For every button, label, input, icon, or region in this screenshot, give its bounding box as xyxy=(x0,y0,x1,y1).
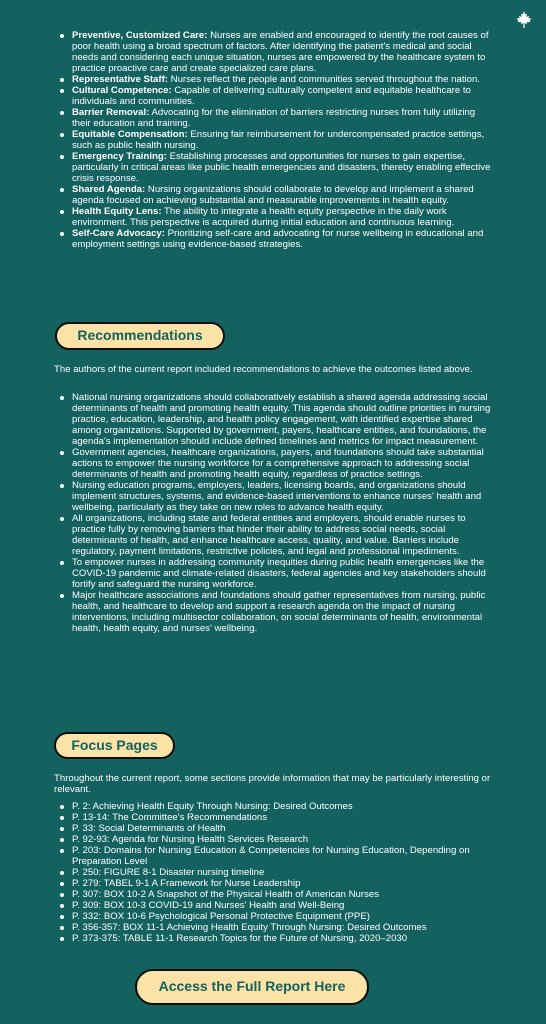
list-item: Representative Staff: Nurses reflect the people and communities served throughout the nation. xyxy=(54,74,494,85)
list-item: Self-Care Advocacy: Prioritizing self-care and advocating for nurse wellbeing in educational and employment settings using evidence-based strategies. xyxy=(54,228,494,250)
list-item: Preventive, Customized Care: Nurses are enabled and encouraged to identify the root causes of poor health using a broad spectrum of factors. After identifying the patient's medical and social needs and considering each unique situation, nurses are empowered by the healthcare system to practice proactive care and create specialized care plans. xyxy=(54,30,494,74)
focus-pages-intro: Throughout the current report, some sections provide information that may be particularly interesting or relevant. xyxy=(54,773,491,795)
maple-leaf-icon xyxy=(514,10,534,30)
list-item: P. 279: TABEL 9-1 A Framework for Nurse Leadership xyxy=(54,878,494,889)
list-item: P. 13-14: The Committee's Recommendations xyxy=(54,812,494,823)
list-item: Nursing education programs, employers, leaders, licensing boards, and organizations should implement structures, systems, and evidence-based interventions to enhance nurses' health and wellbeing, particularly as they take on new roles to advance health equity. xyxy=(54,480,494,513)
recommendations-heading: Recommendations xyxy=(55,322,225,350)
list-item: Health Equity Lens: The ability to integrate a health equity perspective in the daily work environment. This perspective is acquired during initial education and continuous learning. xyxy=(54,206,494,228)
list-item: P. 356-357: BOX 11-1 Achieving Health Equity Through Nursing: Desired Outcomes xyxy=(54,922,494,933)
outcomes-list xyxy=(54,30,494,250)
focus-pages-heading: Focus Pages xyxy=(54,732,175,759)
list-item: All organizations, including state and federal entities and employers, should enable nurses to practice fully by removing barriers that hinder their ability to address social needs, social determinants of health, and enhance healthcare access, quality, and value. Barriers include regulatory, payment limitations, restrictive policies, and legal and professional impediments. xyxy=(54,513,494,557)
list-item: Barrier Removal: Advocating for the elimination of barriers restricting nurses from fully utilizing their education and training. xyxy=(54,107,494,129)
access-full-report-button[interactable]: Access the Full Report Here xyxy=(135,969,369,1005)
list-item: P. 373-375: TABLE 11-1 Research Topics for the Future of Nursing, 2020–2030 xyxy=(54,933,494,944)
list-item: P. 203: Domains for Nursing Education & Competencies for Nursing Education, Depending on Preparation Level xyxy=(54,845,494,867)
list-item: Shared Agenda: Nursing organizations should collaborate to develop and implement a shared agenda focused on achieving substantial and measurable improvements in health equity. xyxy=(54,184,494,206)
list-item: Major healthcare associations and foundations should gather representatives from nursing, public health, and healthcare to develop and support a research agenda on the impact of nursing interventions, including multisector collaboration, on social determinants of health, environmental health, health equity, and nurses' wellbeing. xyxy=(54,590,494,634)
list-item: P. 332: BOX 10-6 Psychological Personal Protective Equipment (PPE) xyxy=(54,911,494,922)
list-item: P. 33: Social Determinants of Health xyxy=(54,823,494,834)
list-item: National nursing organizations should collaboratively establish a shared agenda addressing social determinants of health and promoting health equity. This agenda should outline priorities in nursing practice, education, leadership, and health policy engagement, with identified expertise shared among organizations. Supported by government, payers, healthcare entities, and foundations, the agenda's implementation should include defined timelines and metrics for impact measurement. xyxy=(54,392,494,447)
list-item: Cultural Competence: Capable of delivering culturally competent and equitable healthcare to individuals and communities. xyxy=(54,85,494,107)
list-item: Emergency Training: Establishing processes and opportunities for nurses to gain expertise, particularly in critical areas like public health emergencies and disasters, thereby enabling effective crisis response. xyxy=(54,151,494,184)
focus-pages-list xyxy=(54,801,494,944)
list-item: P. 307: BOX 10-2 A Snapshot of the Physical Health of American Nurses xyxy=(54,889,494,900)
list-item: P. 2: Achieving Health Equity Through Nursing: Desired Outcomes xyxy=(54,801,494,812)
list-item: P. 250: FIGURE 8-1 Disaster nursing timeline xyxy=(54,867,494,878)
list-item: Equitable Compensation: Ensuring fair reimbursement for undercompensated practice settings, such as public health nursing. xyxy=(54,129,494,151)
recommendations-intro: The authors of the current report included recommendations to achieve the outcomes listed above. xyxy=(54,364,473,375)
list-item: Government agencies, healthcare organizations, payers, and foundations should take substantial actions to empower the nursing workforce for a comprehensive approach to addressing social determinants of health and promoting health equity, regardless of practice settings. xyxy=(54,447,494,480)
list-item: To empower nurses in addressing community inequities during public health emergencies like the COVID-19 pandemic and climate-related disasters, federal agencies and key stakeholders should fortify and safeguard the nursing workforce. xyxy=(54,557,494,590)
list-item: P. 309: BOX 10-3 COVID-19 and Nurses' Health and Well-Being xyxy=(54,900,494,911)
recommendations-list xyxy=(54,392,494,634)
list-item: P. 92-93: Agenda for Nursing Health Services Research xyxy=(54,834,494,845)
